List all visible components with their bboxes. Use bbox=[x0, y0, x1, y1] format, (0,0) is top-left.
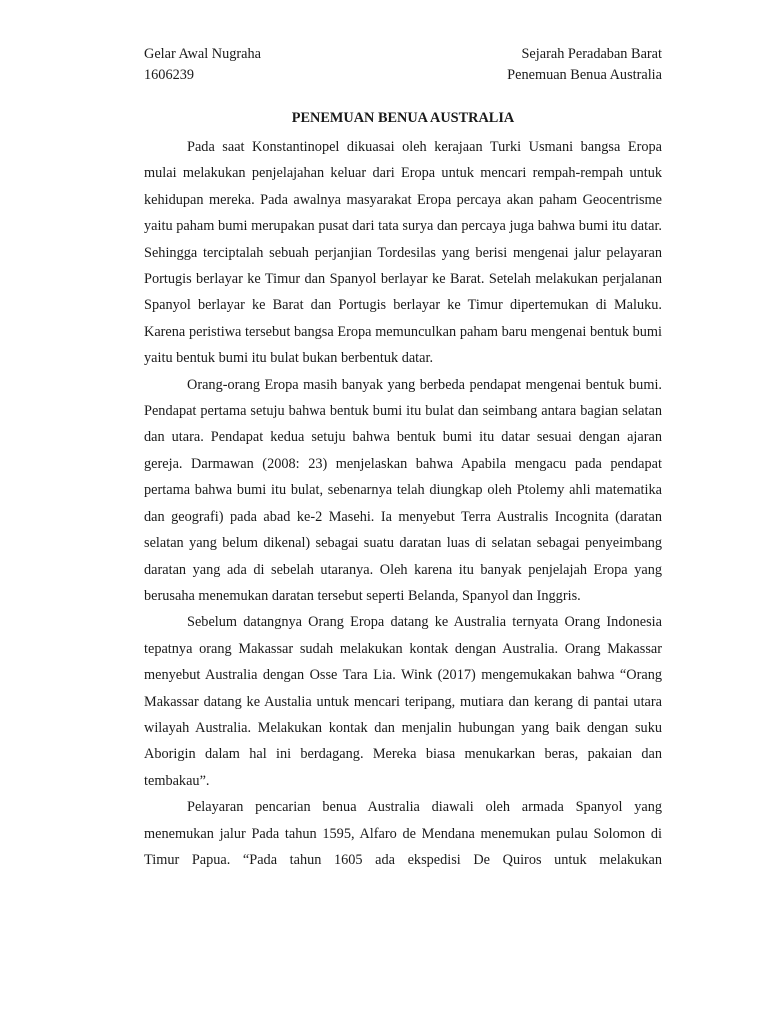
paragraph: Orang-orang Eropa masih banyak yang berbeda pendapat mengenai bentuk bumi. Pendapat pertama setuju bahwa bentuk bumi itu bulat dan seimbang antara bagian selatan dan utara. Pendapat kedua setuju bahwa bentuk bumi itu datar sesuai dengan ajaran gereja. Darmawan (2008: 23) menjelaskan bahwa Apabila mengacu pada pendapat pertama bahwa bumi itu bulat, sebenarnya telah diungkap oleh Ptolemy ahli matematika dan geografi) pada abad ke-2 Masehi. Ia menyebut Terra Australis Incognita (daratan selatan yang belum dikenal) sebagai suatu daratan luas di selatan sebagai penyeimbang daratan yang ada di sebelah utaranya. Oleh karena itu banyak penjelajah Eropa yang berusaha menemukan daratan tersebut seperti Belanda, Spanyol dan Inggris. bbox=[144, 376, 662, 604]
course-name: Sejarah Peradaban Barat bbox=[521, 46, 662, 62]
author-name: Gelar Awal Nugraha bbox=[144, 46, 261, 62]
document-body bbox=[144, 134, 662, 873]
header-author-block bbox=[144, 44, 261, 86]
paragraph: Pelayaran pencarian benua Australia diawali oleh armada Spanyol yang menemukan jalur Pada tahun 1595, Alfaro de Mendana menemukan pulau Solomon di Timur Papua. “Pada tahun 1605 ada ekspedisi De Quiros untuk melakukan bbox=[144, 799, 662, 868]
paragraph: Sebelum datangnya Orang Eropa datang ke Australia ternyata Orang Indonesia tepatnya orang Makassar sudah melakukan kontak dengan Australia. Orang Makassar menyebut Australia dengan Osse Tara Lia. Wink (2017) mengemukakan bahwa “Orang Makassar datang ke Austalia untuk mencari teripang, mutiara dan kerang di pantai utara wilayah Australia. Melakukan kontak dan menjalin hubungan yang baik dengan suku Aborigin dalam hal ini berdagang. Mereka biasa menukarkan beras, pakaian dan tembakau”. bbox=[144, 614, 662, 789]
topic-name: Penemuan Benua Australia bbox=[507, 67, 662, 83]
header-course-block bbox=[507, 44, 662, 86]
paragraph: Pada saat Konstantinopel dikuasai oleh kerajaan Turki Usmani bangsa Eropa mulai melakukan penjelajahan keluar dari Eropa untuk mencari rempah-rempah untuk kehidupan mereka. Pada awalnya masyarakat Eropa percaya akan paham Geocentrisme yaitu paham bumi merupakan pusat dari tata surya dan percaya juga bahwa bumi itu datar. Sehingga terciptalah sebuah perjanjian Tordesilas yang berisi mengenai jalur pelayaran Portugis berlayar ke Timur dan Spanyol berlayar ke Barat. Setelah melakukan perjalanan Spanyol berlayar ke Barat dan Portugis berlayar ke Timur dipertemukan di Maluku. Karena peristiwa tersebut bangsa Eropa memunculkan paham baru mengenai bentuk bumi yaitu bentuk bumi itu bulat bukan berbentuk datar. bbox=[144, 139, 662, 367]
student-id: 1606239 bbox=[144, 67, 195, 83]
document-title: PENEMUAN BENUA AUSTRALIA bbox=[291, 110, 515, 126]
